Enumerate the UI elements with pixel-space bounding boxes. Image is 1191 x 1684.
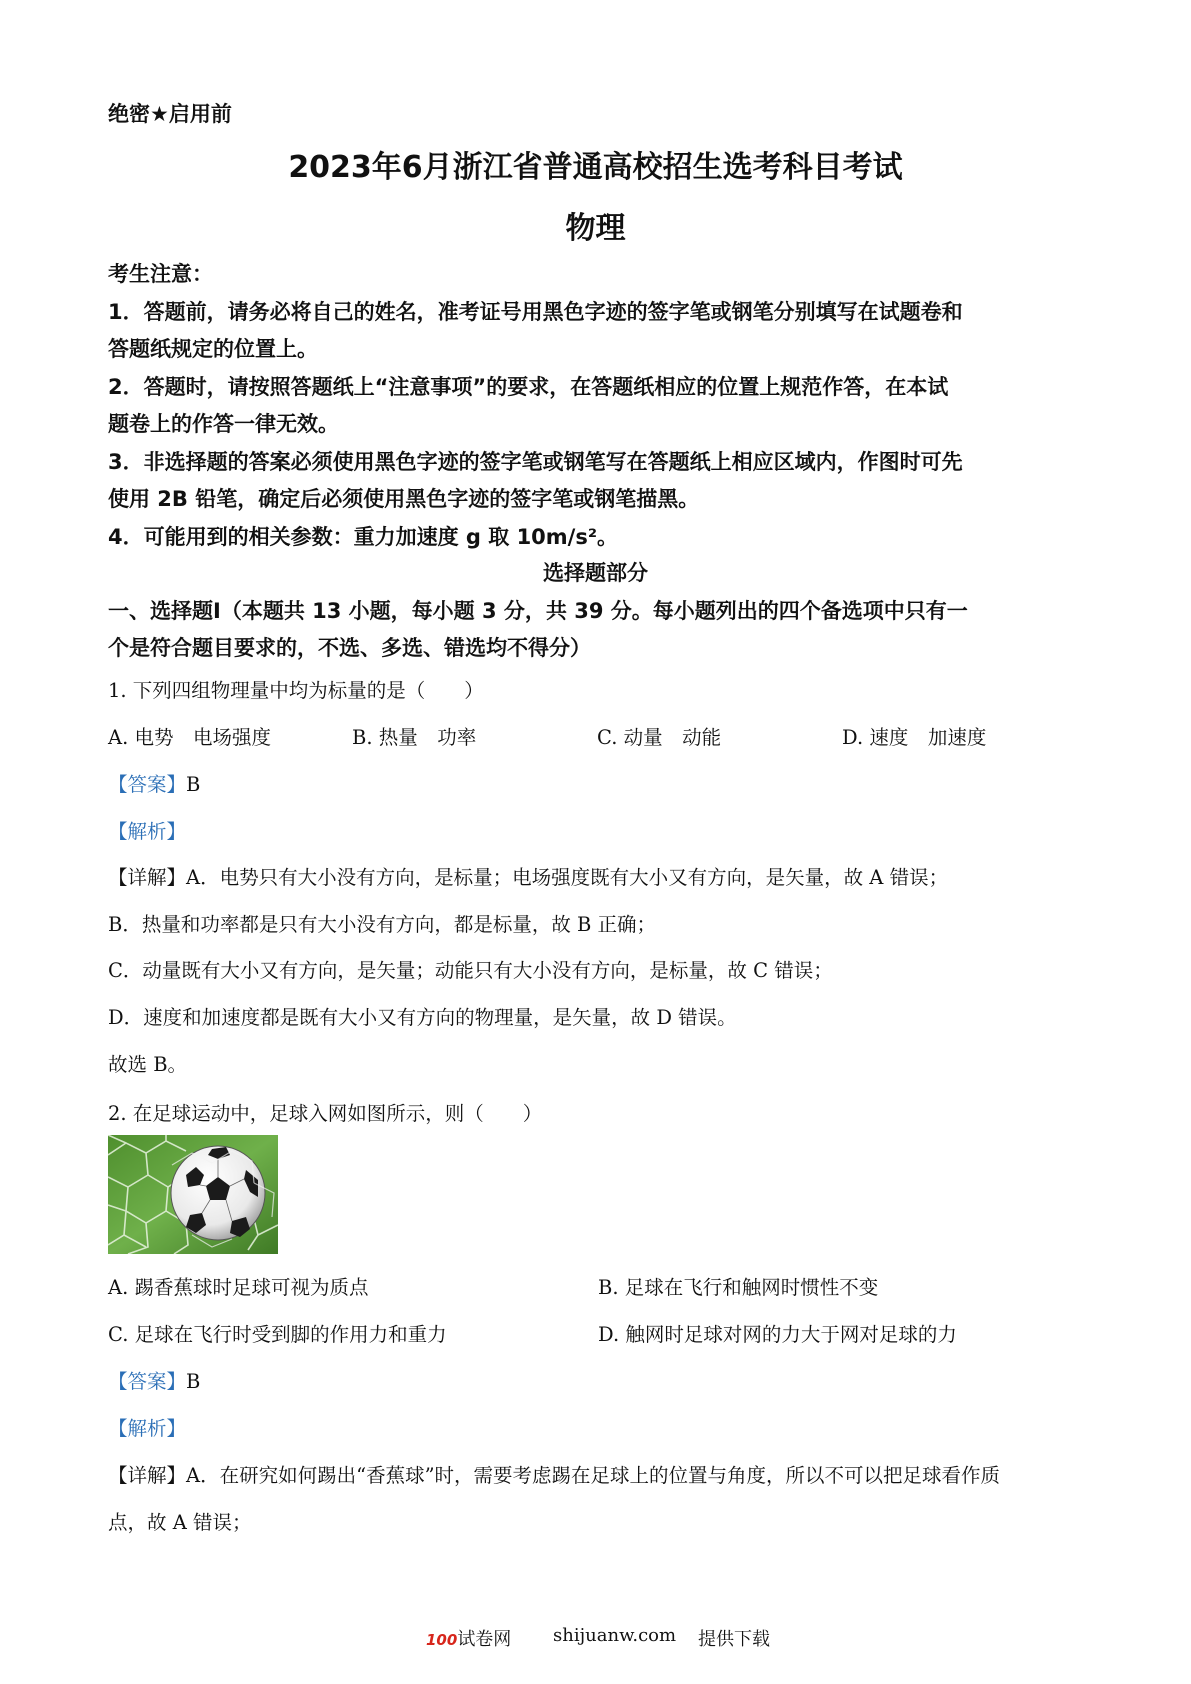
q1-option-b: B. 热量 功率 [352, 726, 477, 749]
part-heading-line-2: 个是符合题目要求的，不选、多选、错选均不得分） [108, 636, 591, 660]
q1-detail-line-2: B．热量和功率都是只有大小没有方向，都是标量，故 B 正确； [108, 913, 657, 936]
q2-option-c: C. 足球在飞行时受到脚的作用力和重力 [108, 1323, 447, 1346]
q2-answer-label: 【答案】 [108, 1370, 187, 1393]
q1-option-a: A. 电势 电场强度 [108, 726, 271, 749]
q2-analysis-label: 【解析】 [108, 1417, 187, 1440]
q2-detail-text-1: A．在研究如何踢出“香蕉球”时，需要考虑踢在足球上的位置与角度，所以不可以把足球看作质 [186, 1464, 1001, 1487]
q1-answer [108, 769, 200, 797]
site-name: 试卷网 [457, 1629, 512, 1650]
notice-item-3-line-1: 3．非选择题的答案必须使用黑色字迹的签字笔或钢笔写在答题纸上相应区域内，作图时可先 [108, 450, 963, 474]
q2-detail-line-2: 点，故 A 错误； [108, 1511, 252, 1534]
q2-detail-label: 【详解】 [108, 1464, 187, 1487]
soccer-ball-net-illustration [108, 1135, 278, 1254]
q1-detail-label: 【详解】 [108, 866, 187, 889]
notice-item-1-line-1: 1．答题前，请务必将自己的姓名，准考证号用黑色字迹的签字笔或钢笔分别填写在试题卷和 [108, 300, 963, 324]
q1-option-d: D. 速度 加速度 [842, 726, 987, 749]
site-logo: 100 [426, 1631, 458, 1649]
q1-answer-value: B [186, 773, 201, 796]
confidential-mark: 绝密★启用前 [108, 102, 232, 126]
q2-answer [108, 1366, 200, 1394]
notice-heading: 考生注意： [108, 262, 213, 286]
footer-brand [426, 1625, 511, 1651]
section-title: 选择题部分 [543, 561, 648, 585]
notice-item-3-line-2: 使用 2B 铅笔，确定后必须使用黑色字迹的签字笔或钢笔描黑。 [108, 487, 700, 511]
part-heading-line-1: 一、选择题Ⅰ（本题共 13 小题，每小题 3 分，共 39 分。每小题列出的四个备选项中只有一 [108, 599, 968, 623]
q1-detail-line-4: D．速度和加速度都是既有大小又有方向的物理量，是矢量，故 D 错误。 [108, 1006, 737, 1029]
q2-option-d: D. 触网时足球对网的力大于网对足球的力 [598, 1323, 957, 1346]
q1-detail-text-1: A．电势只有大小没有方向，是标量；电场强度既有大小又有方向，是矢量，故 A 错误； [186, 866, 949, 889]
q1-option-c: C. 动量 动能 [597, 726, 722, 749]
q2-detail-line-1 [108, 1460, 1000, 1488]
q1-stem: 1. 下列四组物理量中均为标量的是（ ） [108, 679, 484, 702]
q1-answer-label: 【答案】 [108, 773, 187, 796]
notice-item-2-line-1: 2．答题时，请按照答题纸上“注意事项”的要求，在答题纸相应的位置上规范作答，在本试 [108, 375, 949, 399]
q2-stem: 2. 在足球运动中，足球入网如图所示，则（ ） [108, 1102, 543, 1125]
q1-detail-line-3: C．动量既有大小又有方向，是矢量；动能只有大小没有方向，是标量，故 C 错误； [108, 959, 833, 982]
q1-detail-line-1 [108, 862, 948, 890]
soccer-ball-net-photo [108, 1135, 278, 1254]
subject-title: 物理 [565, 211, 626, 246]
footer-url[interactable]: shijuanw.com [553, 1625, 677, 1646]
q1-conclusion: 故选 B。 [108, 1053, 188, 1076]
q2-option-b: B. 足球在飞行和触网时惯性不变 [598, 1276, 879, 1299]
q1-analysis-label: 【解析】 [108, 820, 187, 843]
notice-item-2-line-2: 题卷上的作答一律无效。 [108, 412, 339, 436]
exam-title: 2023年6月浙江省普通高校招生选考科目考试 [288, 150, 903, 185]
q2-option-a: A. 踢香蕉球时足球可视为质点 [108, 1276, 369, 1299]
q2-answer-value: B [186, 1370, 201, 1393]
footer-download-note: 提供下载 [698, 1629, 770, 1650]
notice-item-1-line-2: 答题纸规定的位置上。 [108, 337, 318, 361]
notice-item-4: 4．可能用到的相关参数：重力加速度 g 取 10m/s²。 [108, 525, 619, 549]
